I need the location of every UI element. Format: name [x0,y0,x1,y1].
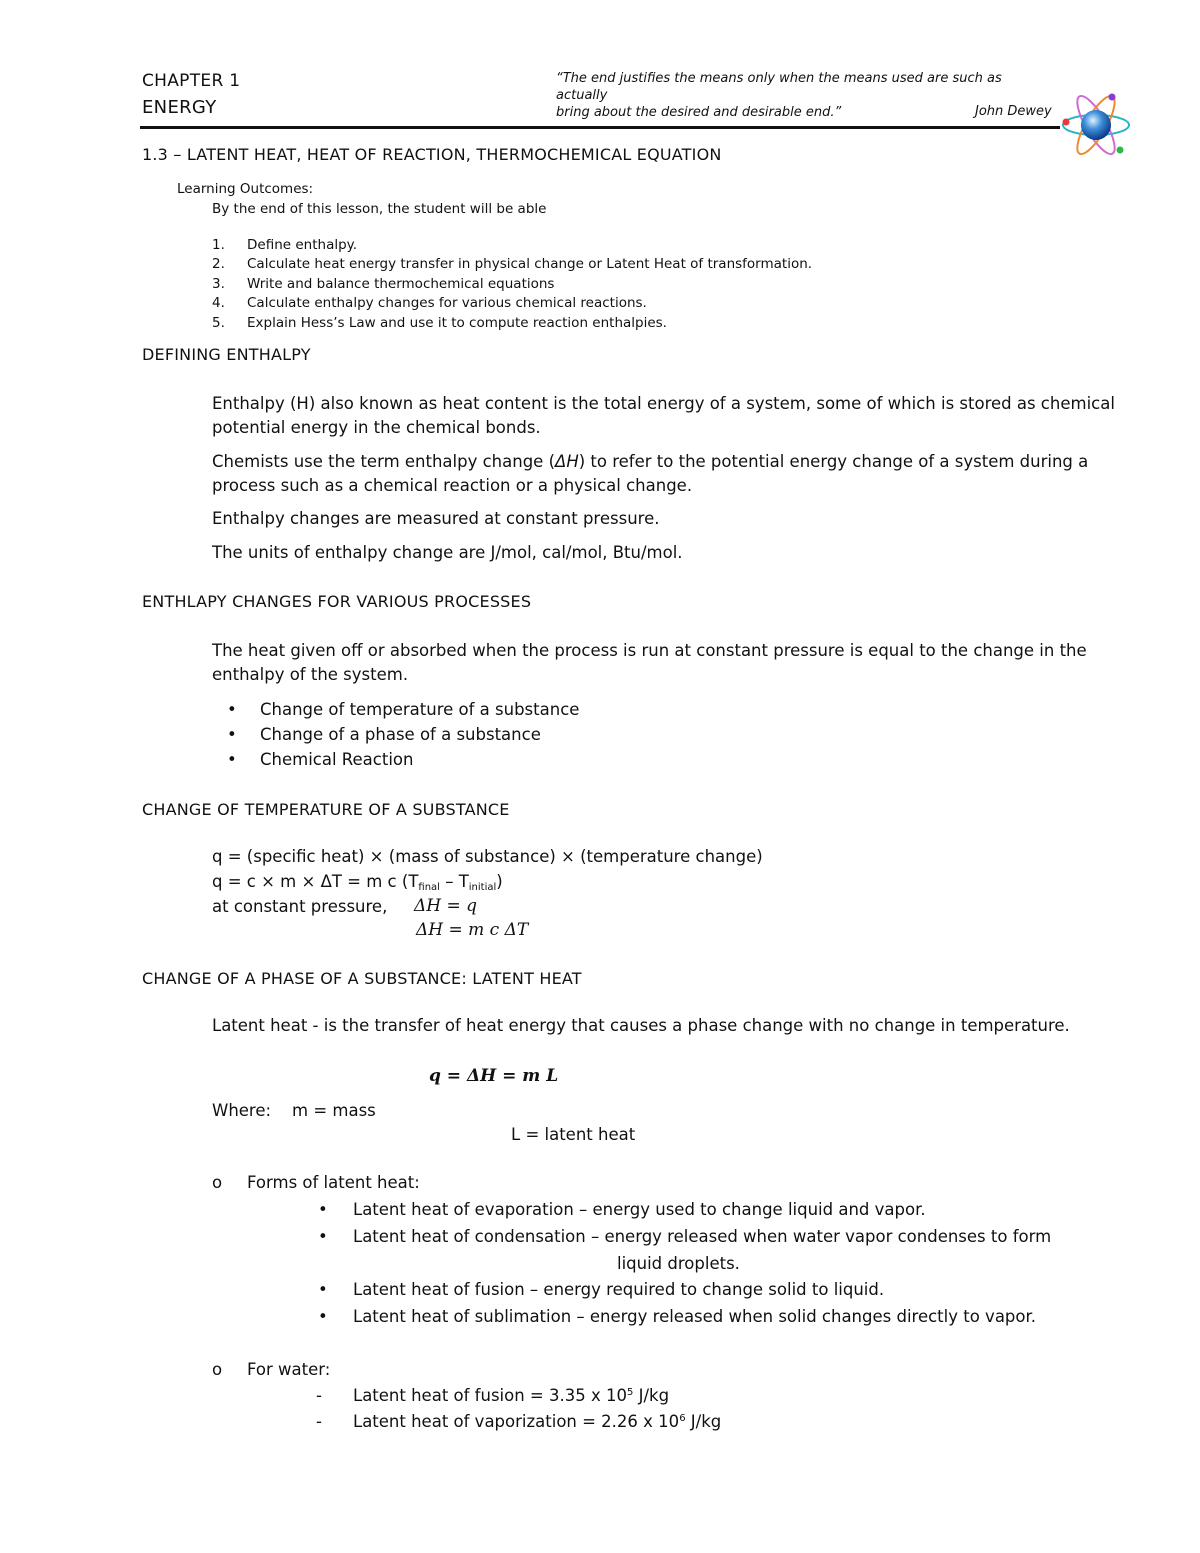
item-number: 3. [212,275,225,292]
section-heading-phase: CHANGE OF A PHASE OF A SUBSTANCE: LATENT HEAT [142,969,582,988]
list-item [212,255,812,274]
bullet-icon: • [227,700,237,719]
quote-line-1: “The end justifies the means only when the means used are such as actually [556,71,1002,103]
exponent: 6 [679,1413,686,1424]
text-span: Latent heat of fusion = 3.35 x 10 [353,1386,627,1405]
item-text: Calculate enthalpy changes for various chemical reactions. [247,295,647,312]
enthalpy-change-paragraph [212,450,1127,498]
chapter-title: ENERGY [142,97,217,118]
text-span: Chemists use the term enthalpy change ( [212,452,556,471]
water-vaporization-value [353,1412,721,1431]
item-number: 1. [212,237,225,253]
list-item: Change of a phase of a substance [260,725,541,744]
list-item: Change of temperature of a substance [260,700,580,719]
text-span: Latent heat of vaporization = 2.26 x 10 [353,1412,680,1431]
quote-author: John Dewey [975,104,1052,119]
processes-paragraph: The heat given off or absorbed when the process is run at constant pressure is equal to the change in the enthalpy of the system. [212,641,1087,684]
water-label: For water: [247,1360,331,1379]
subscript: final [418,882,440,893]
bullet-icon: • [318,1227,328,1246]
text-span: – T [439,872,469,891]
forms-label: Forms of latent heat: [247,1173,420,1192]
water-fusion-value [353,1386,669,1405]
enthalpy-definition: Enthalpy (H) also known as heat content is the total energy of a system, some of which is stored as chemical potential energy in the chemical bonds. [212,394,1115,437]
section-heading-defining: DEFINING ENTHALPY [142,345,311,364]
constant-pressure-label: at constant pressure, [212,897,388,916]
bullet-icon: • [227,725,237,744]
item-text: Define enthalpy. [247,237,358,253]
list-item [212,236,812,255]
exponent: 5 [626,1387,634,1398]
list-item [212,314,812,333]
list-item: Latent heat of evaporation – energy used to change liquid and vapor. [353,1200,926,1219]
latent-heat-formula: q = ΔH = m L [429,1066,559,1086]
unit: J/kg [685,1412,722,1431]
circle-bullet-icon: o [212,1173,223,1192]
list-item: Latent heat of fusion – energy required to change solid to liquid. [353,1280,885,1299]
list-item: Chemical Reaction [260,750,414,769]
text-span: q = c × m × ΔT = m c (T [212,872,419,891]
dash-icon: - [316,1386,322,1405]
section-heading-temperature: CHANGE OF TEMPERATURE OF A SUBSTANCE [142,800,510,819]
bullet-icon: • [318,1280,328,1299]
outcomes-list [212,236,812,333]
where-mass: m = mass [292,1101,376,1120]
atom-icon [1060,92,1132,158]
delta-h-equals-mc-delta-t: ΔH = m c ΔT [416,920,529,940]
lesson-title: 1.3 – LATENT HEAT, HEAT OF REACTION, THERMOCHEMICAL EQUATION [142,145,722,164]
list-item [212,294,812,313]
delta-h-symbol: ΔH [555,452,579,471]
latent-heat-definition: Latent heat - is the transfer of heat energy that causes a phase change with no change in temperature. [212,1016,1070,1035]
where-latent-heat: L = latent heat [511,1125,636,1144]
subscript: initial [468,882,497,893]
item-number: 4. [212,295,225,312]
item-number: 2. [212,256,225,273]
unit: J/kg [633,1386,670,1405]
enthalpy-units-note: The units of enthalpy change are J/mol, cal/mol, Btu/mol. [212,543,683,562]
item-text: Calculate heat energy transfer in physical change or Latent Heat of transformation. [247,256,813,273]
quote-line-2: bring about the desired and desirable end.” [556,105,842,120]
header-quote [556,70,1036,121]
chapter-label: CHAPTER 1 [142,71,241,91]
bullet-icon: • [227,750,237,769]
list-item: Latent heat of sublimation – energy released when solid changes directly to vapor. [353,1307,1037,1326]
where-label: Where: [212,1101,272,1120]
enthalpy-pressure-note: Enthalpy changes are measured at constant pressure. [212,509,660,528]
heat-equation-words: q = (specific heat) × (mass of substance) × (temperature change) [212,847,763,866]
bullet-icon: • [318,1200,328,1219]
outcomes-label: Learning Outcomes: [177,181,314,197]
outcomes-intro: By the end of this lesson, the student will be able [212,201,547,217]
text-span: ) [496,872,503,891]
section-heading-processes: ENTHLAPY CHANGES FOR VARIOUS PROCESSES [142,592,532,611]
list-item [212,275,812,294]
item-text: Explain Hess’s Law and use it to compute reaction enthalpies. [247,314,667,331]
item-text: Write and balance thermochemical equations [247,275,555,292]
header-rule [140,126,1060,129]
item-number: 5. [212,314,225,331]
list-item: Latent heat of condensation – energy released when water vapor condenses to form [353,1227,1052,1246]
list-item-continued: liquid droplets. [617,1254,740,1273]
delta-h-equals-q: ΔH = q [414,896,478,916]
circle-bullet-icon: o [212,1360,223,1379]
bullet-icon: • [318,1307,328,1326]
dash-icon: - [316,1412,322,1431]
heat-equation-symbols [212,872,503,893]
text-span: ) to refer to the potential energy change of a system during a process such as a chemical reaction or a physical change. [212,452,1089,495]
